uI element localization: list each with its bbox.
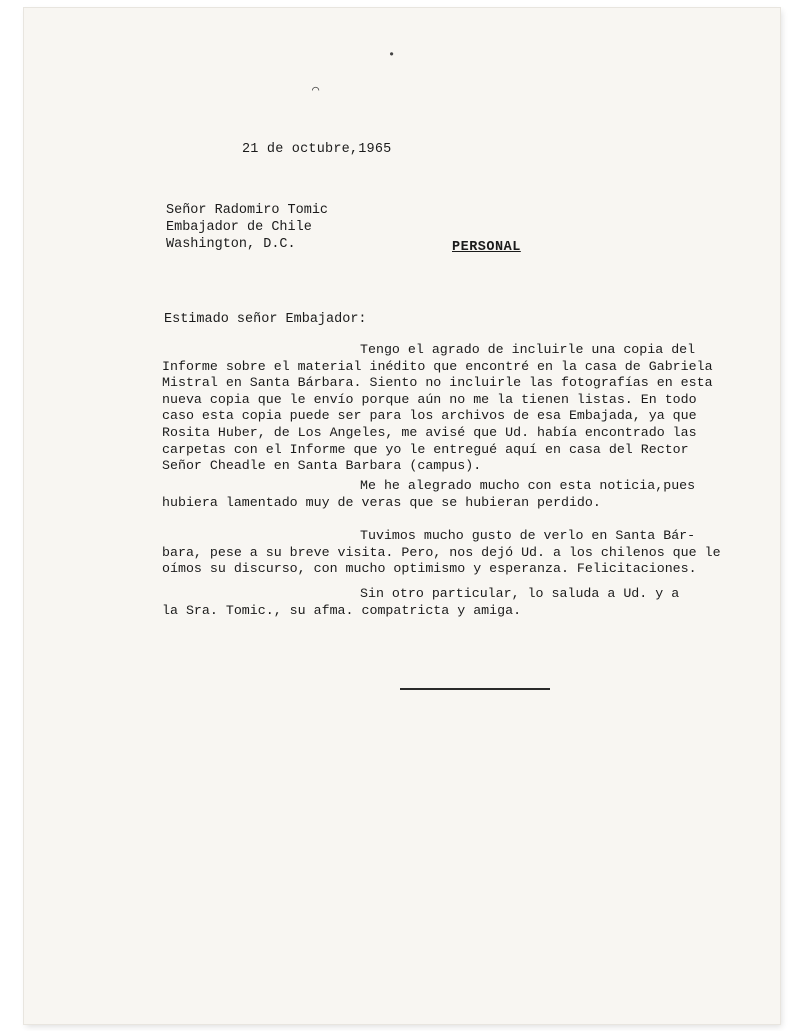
paragraph-line: Señor Cheadle en Santa Barbara (campus).	[162, 458, 482, 474]
personal-marker: PERSONAL	[452, 240, 521, 255]
paragraph-noticia	[162, 478, 696, 511]
paragraph-line: Me he alegrado mucho con esta noticia,pues	[360, 478, 696, 493]
paragraph-line: bara, pese a su breve visita. Pero, nos dejó Ud. a los chilenos que le	[162, 544, 721, 560]
paragraph-line: caso esta copia puede ser para los archivos de esa Embajada, ya que	[162, 408, 697, 424]
recipient-title: Embajador de Chile	[166, 220, 312, 235]
paragraph-line: la Sra. Tomic., su afma. compatricta y amiga.	[162, 602, 522, 618]
recipient-name: Señor Radomiro Tomic	[166, 203, 329, 218]
salutation: Estimado señor Embajador:	[164, 312, 367, 327]
recipient-block	[166, 202, 328, 253]
paper-speck: •	[388, 48, 396, 62]
paragraph-line: Tengo el agrado de incluirle una copia del	[360, 342, 696, 357]
letter-sheet	[24, 8, 780, 1024]
paragraph-visita	[162, 528, 721, 578]
paragraph-line: Informe sobre el material inédito que encontré en la casa de Gabriela	[162, 358, 713, 374]
paragraph-line: oímos su discurso, con mucho optimismo y esperanza. Felicitaciones.	[162, 561, 697, 577]
paragraph-line: Rosita Huber, de Los Angeles, me avisé que Ud. había encontrado las	[162, 424, 697, 440]
paragraph-line: Sin otro particular, lo saluda a Ud. y a	[360, 586, 680, 601]
paragraph-line: Tuvimos mucho gusto de verlo en Santa Bár-	[360, 528, 696, 543]
paragraph-informe	[162, 342, 713, 475]
paragraph-line: carpetas con el Informe que yo le entregué aquí en casa del Rector	[162, 441, 689, 457]
paragraph-line: hubiera lamentado muy de veras que se hubieran perdido.	[162, 494, 601, 510]
paragraph-closing	[162, 586, 682, 619]
signature-line	[400, 688, 550, 690]
paper-mark: ⌒	[312, 83, 320, 97]
letter-date: 21 de octubre,1965	[242, 142, 392, 157]
recipient-city: Washington, D.C.	[166, 237, 296, 252]
paragraph-line: Mistral en Santa Bárbara. Siento no incluirle las fotografías en esta	[162, 375, 713, 391]
paragraph-line: nueva copia que le envío porque aún no me la tienen listas. En todo	[162, 391, 697, 407]
